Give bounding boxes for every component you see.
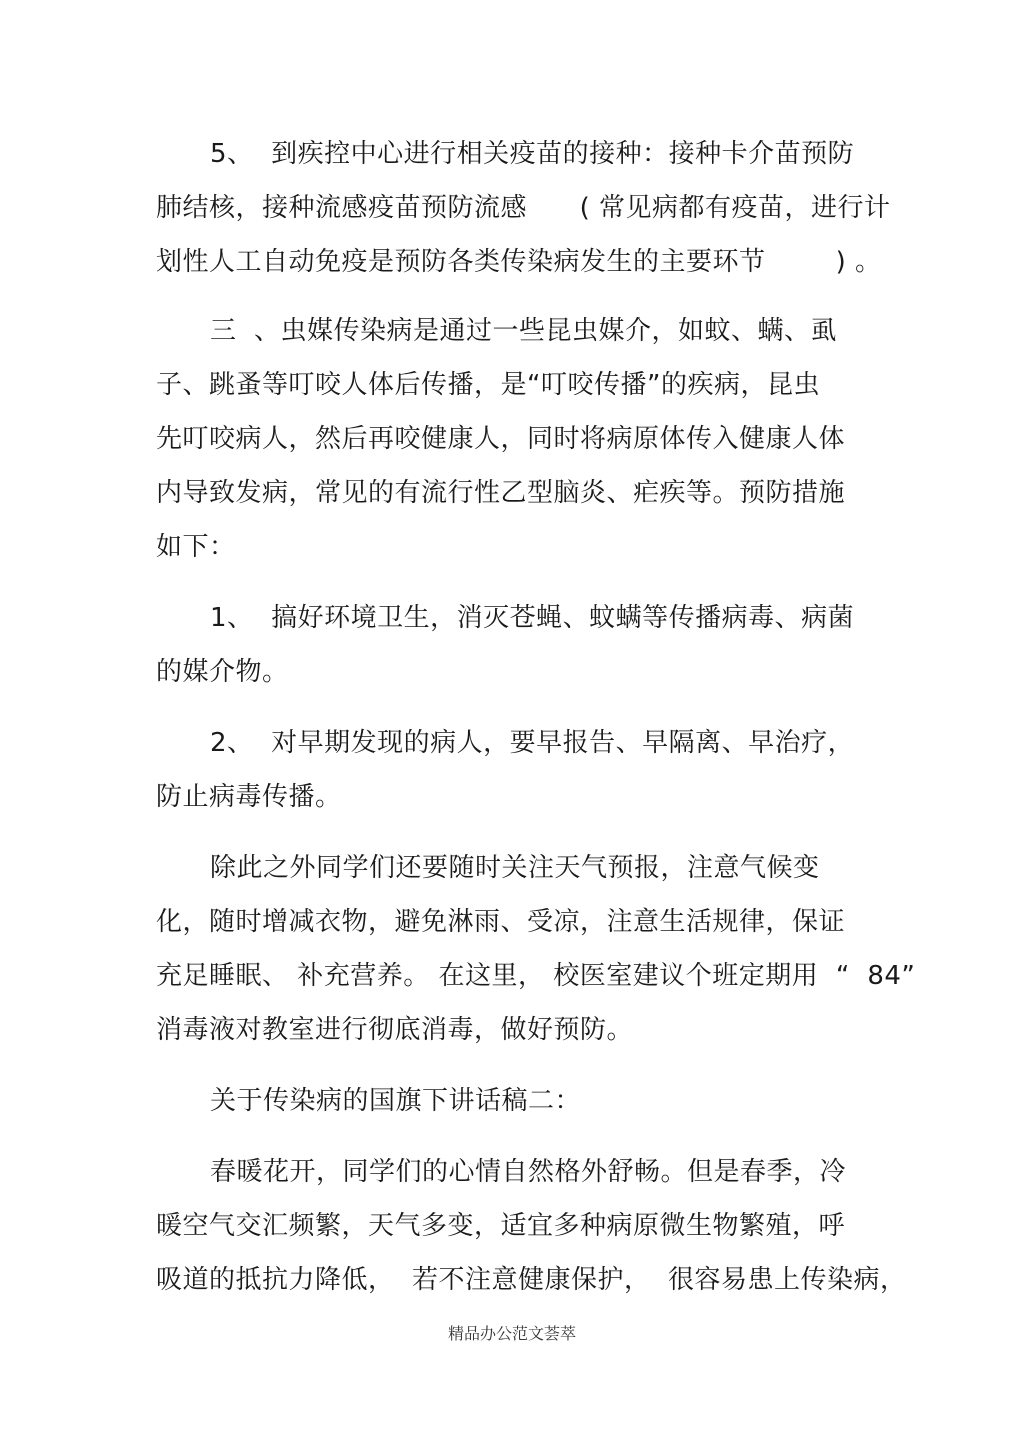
text-line: 吸道的抵抗力降低， 若不注意健康保护， 很容易患上传染病， <box>156 1265 907 1295</box>
text-line: 2、 对早期发现的病人，要早报告、早隔离、早治疗， <box>210 728 855 758</box>
text-line: 内导致发病，常见的有流行性乙型脑炎、疟疾等。预防措施 <box>156 478 846 508</box>
text-line: 关于传染病的国旗下讲话稿二： <box>210 1086 582 1116</box>
text-line: 防止病毒传播。 <box>156 782 342 812</box>
text-line: 化，随时增减衣物，避免淋雨、受凉，注意生活规律，保证 <box>156 907 846 937</box>
text-line: 肺结核，接种流感疫苗预防流感 ( 常见病都有疫苗，进行计 <box>156 193 891 223</box>
text-line: 消毒液对教室进行彻底消毒，做好预防。 <box>156 1015 634 1045</box>
text-line: 充足睡眠、 补充营养。 在这里， 校医室建议个班定期用 “ 84” <box>156 961 916 991</box>
page-footer: 精品办公范文荟萃 <box>447 1324 576 1343</box>
text-line: 如下： <box>156 532 236 562</box>
text-line: 暖空气交汇频繁，天气多变，适宜多种病原微生物繁殖，呼 <box>156 1211 846 1241</box>
text-line: 先叮咬病人，然后再咬健康人，同时将病原体传入健康人体 <box>156 424 846 454</box>
text-line: 三 、虫媒传染病是通过一些昆虫媒介，如蚊、螨、虱 <box>210 316 838 346</box>
text-line: 5、 到疾控中心进行相关疫苗的接种：接种卡介苗预防 <box>210 139 855 169</box>
text-line: 子、跳蚤等叮咬人体后传播，是“叮咬传播”的疾病，昆虫 <box>156 370 820 400</box>
text-line: 的媒介物。 <box>156 657 289 687</box>
text-line: 划性人工自动免疫是预防各类传染病发生的主要环节 ) 。 <box>156 247 882 277</box>
text-line: 春暖花开，同学们的心情自然格外舒畅。但是春季，冷 <box>210 1157 847 1187</box>
text-line: 1、 搞好环境卫生，消灭苍蝇、蚊螨等传播病毒、病菌 <box>210 603 855 633</box>
text-line: 除此之外同学们还要随时关注天气预报，注意气候变 <box>210 853 820 883</box>
